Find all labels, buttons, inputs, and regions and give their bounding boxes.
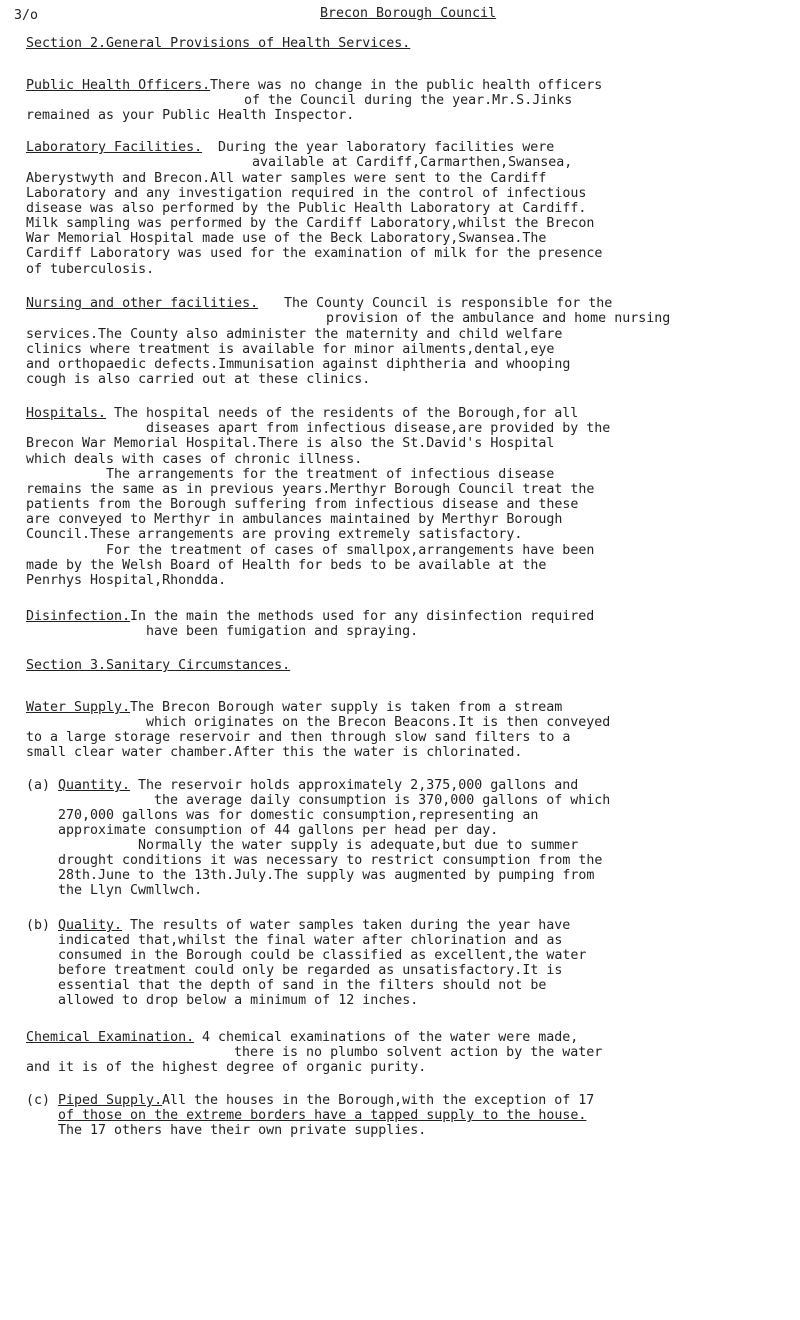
section2-title: Section 2.General Provisions of Health Services. bbox=[26, 36, 411, 51]
quantity-line: Normally the water supply is adequate,but due to summer bbox=[138, 838, 579, 853]
quantity-heading: Quantity. bbox=[58, 778, 131, 793]
hospitals-line: remains the same as in previous years.Merthyr Borough Council treat the bbox=[26, 482, 595, 497]
water-supply-line: The Brecon Borough water supply is taken from a stream bbox=[130, 700, 563, 715]
piped-heading: Piped Supply. bbox=[58, 1093, 163, 1108]
laboratory-line: disease was also performed by the Public Health Laboratory at Cardiff. bbox=[26, 201, 587, 216]
nursing-line: services.The County also administer the maternity and child welfare bbox=[26, 327, 563, 342]
hospitals-line: The arrangements for the treatment of infectious disease bbox=[106, 467, 555, 482]
piped-line: All the houses in the Borough,with the exception of 17 bbox=[162, 1093, 595, 1108]
disinfection-line: In the main the methods used for any disinfection required bbox=[130, 609, 595, 624]
quality-line: The results of water samples taken during the year have bbox=[130, 918, 571, 933]
hospitals-heading: Hospitals. bbox=[26, 406, 107, 421]
chemical-line: and it is of the highest degree of organic purity. bbox=[26, 1060, 427, 1075]
quantity-line: the average daily consumption is 370,000 gallons of which bbox=[154, 793, 611, 808]
quantity-line: 270,000 gallons was for domestic consumption,representing an bbox=[58, 808, 539, 823]
public-health-heading: Public Health Officers. bbox=[26, 78, 211, 93]
water-supply-line: small clear water chamber.After this the water is chlorinated. bbox=[26, 745, 523, 760]
nursing-line: provision of the ambulance and home nursing bbox=[326, 311, 671, 326]
laboratory-line: of tuberculosis. bbox=[26, 262, 155, 277]
hospitals-line: made by the Welsh Board of Health for beds to be available at the bbox=[26, 558, 547, 573]
disinfection-heading: Disinfection. bbox=[26, 609, 131, 624]
quality-heading: Quality. bbox=[58, 918, 123, 933]
quantity-line: The reservoir holds approximately 2,375,000 gallons and bbox=[138, 778, 579, 793]
water-supply-line: which originates on the Brecon Beacons.It is then conveyed bbox=[146, 715, 611, 730]
chemical-line: 4 chemical examinations of the water were made, bbox=[202, 1030, 579, 1045]
quantity-label: (a) bbox=[26, 778, 51, 793]
nursing-line: The County Council is responsible for the bbox=[284, 296, 613, 311]
disinfection-line: have been fumigation and spraying. bbox=[146, 624, 419, 639]
laboratory-heading: Laboratory Facilities. bbox=[26, 140, 203, 155]
hospitals-line: Council.These arrangements are proving extremely satisfactory. bbox=[26, 527, 523, 542]
nursing-line: and orthopaedic defects.Immunisation against diphtheria and whooping bbox=[26, 357, 571, 372]
laboratory-line: Aberystwyth and Brecon.All water samples were sent to the Cardiff bbox=[26, 171, 547, 186]
quality-line: before treatment could only be regarded as unsatisfactory.It is bbox=[58, 963, 563, 978]
quantity-line: drought conditions it was necessary to restrict consumption from the bbox=[58, 853, 603, 868]
hospitals-line: Brecon War Memorial Hospital.There is also the St.David's Hospital bbox=[26, 436, 555, 451]
piped-line: The 17 others have their own private supplies. bbox=[58, 1123, 427, 1138]
nursing-line: cough is also carried out at these clinics. bbox=[26, 372, 371, 387]
piped-line: of those on the extreme borders have a tapped supply to the house. bbox=[58, 1108, 587, 1123]
hospitals-line: are conveyed to Merthyr in ambulances maintained by Merthyr Borough bbox=[26, 512, 563, 527]
page-number: 3/o bbox=[14, 8, 39, 23]
water-supply-heading: Water Supply. bbox=[26, 700, 131, 715]
hospitals-line: which deals with cases of chronic illness. bbox=[26, 452, 363, 467]
quality-label: (b) bbox=[26, 918, 51, 933]
laboratory-line: During the year laboratory facilities were bbox=[218, 140, 555, 155]
hospitals-line: diseases apart from infectious disease,are provided by the bbox=[146, 421, 611, 436]
chemical-line: there is no plumbo solvent action by the water bbox=[234, 1045, 603, 1060]
hospitals-line: patients from the Borough suffering from infectious disease and these bbox=[26, 497, 579, 512]
laboratory-line: available at Cardiff,Carmarthen,Swansea, bbox=[252, 155, 573, 170]
section3-title: Section 3.Sanitary Circumstances. bbox=[26, 658, 291, 673]
public-health-line: remained as your Public Health Inspector. bbox=[26, 108, 355, 123]
quantity-line: 28th.June to the 13th.July.The supply was augmented by pumping from bbox=[58, 868, 595, 883]
quality-line: consumed in the Borough could be classified as excellent,the water bbox=[58, 948, 587, 963]
piped-label: (c) bbox=[26, 1093, 51, 1108]
laboratory-line: War Memorial Hospital made use of the Beck Laboratory,Swansea.The bbox=[26, 231, 547, 246]
quality-line: indicated that,whilst the final water after chlorination and as bbox=[58, 933, 563, 948]
laboratory-line: Cardiff Laboratory was used for the examination of milk for the presence bbox=[26, 246, 603, 261]
quality-line: allowed to drop below a minimum of 12 inches. bbox=[58, 993, 419, 1008]
public-health-line: There was no change in the public health officers bbox=[210, 78, 603, 93]
hospitals-line: Penrhys Hospital,Rhondda. bbox=[26, 573, 227, 588]
chemical-heading: Chemical Examination. bbox=[26, 1030, 195, 1045]
water-supply-line: to a large storage reservoir and then through slow sand filters to a bbox=[26, 730, 571, 745]
public-health-line: of the Council during the year.Mr.S.Jinks bbox=[244, 93, 573, 108]
council-name: Brecon Borough Council bbox=[320, 6, 497, 21]
hospitals-line: The hospital needs of the residents of the Borough,for all bbox=[114, 406, 579, 421]
quantity-line: approximate consumption of 44 gallons per head per day. bbox=[58, 823, 499, 838]
laboratory-line: Laboratory and any investigation required in the control of infectious bbox=[26, 186, 587, 201]
quantity-line: the Llyn Cwmllwch. bbox=[58, 883, 203, 898]
laboratory-line: Milk sampling was performed by the Cardiff Laboratory,whilst the Brecon bbox=[26, 216, 595, 231]
nursing-heading: Nursing and other facilities. bbox=[26, 296, 259, 311]
hospitals-line: For the treatment of cases of smallpox,arrangements have been bbox=[106, 543, 595, 558]
nursing-line: clinics where treatment is available for minor ailments,dental,eye bbox=[26, 342, 555, 357]
quality-line: essential that the depth of sand in the filters should not be bbox=[58, 978, 547, 993]
